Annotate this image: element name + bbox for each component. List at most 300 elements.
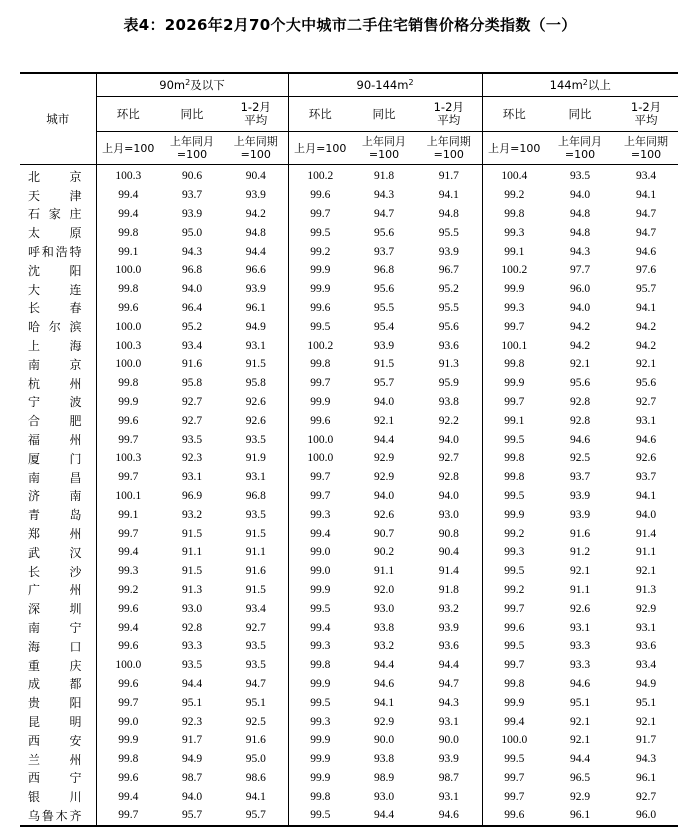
index-value: 91.6 <box>569 527 591 540</box>
index-value: 99.8 <box>482 468 546 487</box>
index-value: 100.3 <box>115 170 142 183</box>
sub-header-0-2: 1-2月 平均 <box>224 97 288 132</box>
table-row <box>20 675 678 694</box>
city-name: 南京 <box>20 355 96 374</box>
index-value: 99.8 <box>118 753 139 766</box>
index-value: 91.3 <box>181 583 203 596</box>
index-value: 99.6 <box>118 301 139 314</box>
index-value: 94.1 <box>438 189 459 202</box>
table-row <box>20 393 678 412</box>
index-value: 91.4 <box>438 565 459 578</box>
table-row <box>20 411 678 430</box>
index-value: 94.0 <box>181 283 203 296</box>
table-row <box>20 223 678 242</box>
index-value: 93.0 <box>181 602 203 615</box>
group-header-small: $90m^2$及以下 <box>96 73 288 97</box>
table-row <box>20 637 678 656</box>
base-header-2-1: 上年同月 =100 <box>546 132 614 165</box>
index-value: 98.7 <box>181 771 203 784</box>
index-value: 99.5 <box>288 693 352 712</box>
index-value: 92.9 <box>373 715 395 728</box>
city-name: 太原 <box>20 223 96 242</box>
table-row <box>20 769 678 788</box>
index-value: 99.1 <box>118 245 139 258</box>
index-value: 91.2 <box>569 546 591 559</box>
city-name: 郑州 <box>20 524 96 543</box>
index-value: 96.1 <box>635 771 657 784</box>
city-name: 呼和浩特 <box>20 242 96 261</box>
index-value: 99.4 <box>118 621 139 634</box>
index-value: 90.2 <box>373 546 395 559</box>
table-row <box>20 449 678 468</box>
index-value: 99.3 <box>118 565 139 578</box>
city-name: 乌鲁木齐 <box>20 806 96 826</box>
index-value: 94.6 <box>635 245 657 258</box>
table-row <box>20 693 678 712</box>
city-name: 长春 <box>20 299 96 318</box>
index-value: 99.7 <box>482 599 546 618</box>
index-value: 95.7 <box>373 377 395 390</box>
index-value: 99.7 <box>482 769 546 788</box>
index-value: 99.4 <box>118 189 139 202</box>
index-value: 99.9 <box>288 261 352 280</box>
index-value: 95.7 <box>160 806 224 826</box>
table-row <box>20 487 678 506</box>
index-value: 99.4 <box>118 546 139 559</box>
index-value: 92.6 <box>245 414 266 427</box>
index-value: 93.1 <box>569 621 591 634</box>
index-value: 93.5 <box>181 659 203 672</box>
index-value: 93.6 <box>438 640 459 653</box>
index-value: 99.6 <box>482 806 546 826</box>
index-value: 95.7 <box>224 806 288 826</box>
index-value: 94.0 <box>373 395 395 408</box>
index-value: 93.5 <box>181 433 203 446</box>
city-name: 南昌 <box>20 468 96 487</box>
index-value: 95.6 <box>569 377 591 390</box>
index-value: 99.7 <box>118 696 139 709</box>
index-value: 92.7 <box>181 395 203 408</box>
index-value: 92.7 <box>181 414 203 427</box>
city-name: 深圳 <box>20 599 96 618</box>
index-value: 99.8 <box>288 787 352 806</box>
table-row <box>20 599 678 618</box>
city-name: 成都 <box>20 675 96 694</box>
index-value: 99.4 <box>482 712 546 731</box>
index-value: 94.2 <box>569 320 591 333</box>
sub-header-2-1: 同比 <box>546 97 614 132</box>
index-value: 94.2 <box>569 339 591 352</box>
index-value: 92.1 <box>569 734 591 747</box>
index-value: 95.1 <box>635 696 657 709</box>
index-value: 91.1 <box>373 565 395 578</box>
table-row <box>20 524 678 543</box>
index-value: 94.8 <box>569 207 591 220</box>
table-row <box>20 787 678 806</box>
index-value: 96.4 <box>181 301 203 314</box>
city-name: 海口 <box>20 637 96 656</box>
index-value: 99.7 <box>482 317 546 336</box>
index-value: 91.1 <box>245 546 266 559</box>
index-value: 94.4 <box>569 753 591 766</box>
index-value: 99.9 <box>288 769 352 788</box>
index-value: 99.7 <box>288 205 352 224</box>
index-value: 92.7 <box>438 452 459 465</box>
index-value: 95.4 <box>373 320 395 333</box>
index-value: 97.7 <box>569 264 591 277</box>
index-value: 94.4 <box>245 245 266 258</box>
index-value: 99.3 <box>288 505 352 524</box>
index-value: 100.3 <box>115 339 142 352</box>
index-value: 93.2 <box>373 640 395 653</box>
index-value: 100.2 <box>482 261 546 280</box>
index-value: 99.9 <box>118 395 139 408</box>
index-value: 100.0 <box>115 320 142 333</box>
index-value: 92.1 <box>373 414 395 427</box>
index-value: 100.0 <box>482 731 546 750</box>
index-value: 99.5 <box>288 223 352 242</box>
table-row <box>20 261 678 280</box>
index-value: 99.4 <box>288 618 352 637</box>
sub-header-1-1: 同比 <box>352 97 416 132</box>
table-row <box>20 374 678 393</box>
index-value: 99.4 <box>288 524 352 543</box>
table-row <box>20 806 678 826</box>
city-column-header: 城市 <box>20 73 96 165</box>
sub-header-0-0: 环比 <box>96 97 160 132</box>
index-value: 93.4 <box>635 659 657 672</box>
index-value: 93.0 <box>438 508 459 521</box>
base-header-2-2: 上年同期 =100 <box>614 132 678 165</box>
index-value: 93.6 <box>438 339 459 352</box>
city-name: 南宁 <box>20 618 96 637</box>
index-value: 99.4 <box>118 207 139 220</box>
table-row <box>20 505 678 524</box>
city-name: 武汉 <box>20 543 96 562</box>
table-row <box>20 618 678 637</box>
index-value: 92.2 <box>438 414 459 427</box>
index-value: 96.9 <box>181 489 203 502</box>
index-value: 96.0 <box>614 806 678 826</box>
index-value: 96.8 <box>245 489 266 502</box>
index-value: 91.4 <box>635 527 657 540</box>
index-value: 94.4 <box>438 659 459 672</box>
index-value: 93.9 <box>181 207 203 220</box>
index-value: 93.9 <box>245 283 266 296</box>
index-value: 96.8 <box>181 264 203 277</box>
table-title: 表4：2026年2月70个大中城市二手住宅销售价格分类指数（一） <box>123 16 577 34</box>
table-row <box>20 165 678 186</box>
index-value: 94.7 <box>635 207 657 220</box>
table-row <box>20 205 678 224</box>
index-value: 92.1 <box>635 358 657 371</box>
index-value: 94.6 <box>416 806 482 826</box>
index-value: 100.3 <box>115 452 142 465</box>
index-value: 99.5 <box>288 599 352 618</box>
index-value: 93.5 <box>569 170 591 183</box>
index-value: 99.8 <box>288 656 352 675</box>
index-value: 93.2 <box>181 508 203 521</box>
index-value: 94.3 <box>635 753 657 766</box>
index-value: 100.0 <box>288 430 352 449</box>
index-value: 91.9 <box>245 452 266 465</box>
city-name: 青岛 <box>20 505 96 524</box>
index-value: 93.5 <box>245 659 266 672</box>
index-value: 94.0 <box>569 189 591 202</box>
index-value: 94.1 <box>635 189 657 202</box>
index-value: 93.9 <box>245 189 266 202</box>
index-value: 91.8 <box>373 170 395 183</box>
index-value: 90.0 <box>438 734 459 747</box>
index-value: 92.9 <box>373 452 395 465</box>
index-value: 91.1 <box>181 546 203 559</box>
table-row <box>20 712 678 731</box>
index-value: 94.7 <box>635 226 657 239</box>
index-value: 100.0 <box>288 449 352 468</box>
index-value: 99.2 <box>482 581 546 600</box>
index-value: 99.9 <box>482 693 546 712</box>
index-value: 92.6 <box>635 452 657 465</box>
index-value: 92.8 <box>438 471 459 484</box>
index-value: 99.2 <box>482 524 546 543</box>
index-value: 90.4 <box>245 170 266 183</box>
index-value: 95.9 <box>438 377 459 390</box>
index-value: 92.6 <box>373 508 395 521</box>
index-value: 95.0 <box>181 226 203 239</box>
index-value: 100.1 <box>482 336 546 355</box>
index-value: 93.3 <box>569 640 591 653</box>
base-header-0-2: 上年同期 =100 <box>224 132 288 165</box>
index-value: 99.9 <box>288 675 352 694</box>
index-value: 100.1 <box>115 489 142 502</box>
city-name: 杭州 <box>20 374 96 393</box>
index-value: 93.4 <box>181 339 203 352</box>
index-value: 94.9 <box>245 320 266 333</box>
index-value: 99.5 <box>288 806 352 826</box>
index-value: 99.7 <box>118 471 139 484</box>
index-value: 94.0 <box>373 489 395 502</box>
index-value: 94.0 <box>438 433 459 446</box>
index-value: 96.0 <box>569 283 591 296</box>
index-value: 99.7 <box>482 787 546 806</box>
index-value: 93.1 <box>181 471 203 484</box>
index-value: 96.1 <box>245 301 266 314</box>
index-value: 93.9 <box>438 753 459 766</box>
index-value: 92.9 <box>373 471 395 484</box>
table-row <box>20 430 678 449</box>
index-value: 94.9 <box>635 677 657 690</box>
index-value: 91.5 <box>245 358 266 371</box>
index-value: 93.7 <box>373 245 395 258</box>
index-value: 94.0 <box>181 790 203 803</box>
table-row <box>20 186 678 205</box>
index-value: 92.0 <box>373 583 395 596</box>
sub-header-2-0: 环比 <box>482 97 546 132</box>
index-value: 97.6 <box>635 264 657 277</box>
index-value: 95.1 <box>569 696 591 709</box>
index-value: 99.8 <box>482 205 546 224</box>
index-value: 93.8 <box>373 621 395 634</box>
index-value: 99.9 <box>288 393 352 412</box>
index-value: 99.7 <box>288 374 352 393</box>
index-value: 91.7 <box>181 734 203 747</box>
city-name: 哈尔滨 <box>20 317 96 336</box>
index-value: 93.5 <box>245 433 266 446</box>
table-row <box>20 543 678 562</box>
sub-header-1-0: 环比 <box>288 97 352 132</box>
index-value: 99.1 <box>482 411 546 430</box>
index-value: 99.2 <box>288 242 352 261</box>
index-value: 95.2 <box>438 283 459 296</box>
index-value: 99.9 <box>288 731 352 750</box>
index-value: 96.1 <box>546 806 614 826</box>
index-value: 94.3 <box>373 189 395 202</box>
city-name: 西宁 <box>20 769 96 788</box>
index-value: 99.6 <box>118 602 139 615</box>
index-value: 93.7 <box>635 471 657 484</box>
index-value: 99.3 <box>288 712 352 731</box>
city-name: 天津 <box>20 186 96 205</box>
index-value: 92.6 <box>569 602 591 615</box>
index-value: 93.4 <box>635 170 657 183</box>
index-value: 99.1 <box>482 242 546 261</box>
index-value: 94.4 <box>373 433 395 446</box>
index-value: 99.8 <box>118 377 139 390</box>
index-value: 92.1 <box>635 715 657 728</box>
index-value: 91.5 <box>245 527 266 540</box>
index-value: 99.6 <box>118 771 139 784</box>
group-header-medium: $90-144m^2$ <box>288 73 482 97</box>
base-header-1-1: 上年同月 =100 <box>352 132 416 165</box>
index-value: 99.0 <box>118 715 139 728</box>
index-value: 94.2 <box>635 339 657 352</box>
base-header-0-0: 上月=100 <box>96 132 160 165</box>
index-value: 91.6 <box>245 734 266 747</box>
index-value: 95.5 <box>438 226 459 239</box>
table-body <box>20 165 678 826</box>
index-value: 100.0 <box>115 264 142 277</box>
city-name: 银川 <box>20 787 96 806</box>
index-value: 93.5 <box>245 508 266 521</box>
index-value: 95.8 <box>181 377 203 390</box>
index-value: 99.5 <box>482 487 546 506</box>
index-value: 99.0 <box>288 543 352 562</box>
index-value: 92.1 <box>569 565 591 578</box>
index-value: 99.3 <box>482 543 546 562</box>
table-row <box>20 355 678 374</box>
index-value: 94.2 <box>245 207 266 220</box>
index-value: 95.7 <box>635 283 657 296</box>
index-value: 99.8 <box>288 355 352 374</box>
index-value: 99.9 <box>288 581 352 600</box>
index-value: 95.6 <box>373 226 395 239</box>
index-value: 92.9 <box>569 790 591 803</box>
index-value: 99.7 <box>482 656 546 675</box>
city-name: 贵阳 <box>20 693 96 712</box>
index-value: 99.8 <box>118 226 139 239</box>
index-value: 91.6 <box>245 565 266 578</box>
index-value: 94.0 <box>569 301 591 314</box>
index-value: 95.6 <box>438 320 459 333</box>
index-value: 93.6 <box>635 640 657 653</box>
index-value: 100.0 <box>115 659 142 672</box>
table-row <box>20 299 678 318</box>
table-row <box>20 317 678 336</box>
index-value: 99.6 <box>118 640 139 653</box>
sub-header-0-1: 同比 <box>160 97 224 132</box>
table-row <box>20 468 678 487</box>
city-name: 合肥 <box>20 411 96 430</box>
index-value: 98.7 <box>438 771 459 784</box>
index-value: 95.2 <box>181 320 203 333</box>
index-value: 99.8 <box>482 675 546 694</box>
index-value: 93.9 <box>438 621 459 634</box>
index-value: 94.8 <box>569 226 591 239</box>
index-value: 93.1 <box>438 715 459 728</box>
city-name: 西安 <box>20 731 96 750</box>
index-value: 94.4 <box>352 806 416 826</box>
index-value: 99.8 <box>482 355 546 374</box>
index-value: 90.8 <box>438 527 459 540</box>
index-value: 93.3 <box>181 640 203 653</box>
index-value: 99.9 <box>482 505 546 524</box>
index-value: 99.5 <box>288 317 352 336</box>
index-value: 99.5 <box>482 637 546 656</box>
index-value: 94.0 <box>438 489 459 502</box>
city-name: 济南 <box>20 487 96 506</box>
index-value: 92.9 <box>635 602 657 615</box>
index-value: 93.0 <box>373 790 395 803</box>
index-value: 99.5 <box>482 430 546 449</box>
city-name: 兰州 <box>20 750 96 769</box>
index-value: 92.1 <box>569 358 591 371</box>
index-value: 94.8 <box>438 207 459 220</box>
index-value: 91.5 <box>245 583 266 596</box>
index-value: 99.5 <box>482 750 546 769</box>
index-value: 94.3 <box>181 245 203 258</box>
index-value: 95.8 <box>245 377 266 390</box>
index-value: 93.1 <box>438 790 459 803</box>
index-value: 94.6 <box>635 433 657 446</box>
index-value: 96.6 <box>245 264 266 277</box>
city-name: 广州 <box>20 581 96 600</box>
index-value: 90.0 <box>373 734 395 747</box>
index-value: 98.9 <box>373 771 395 784</box>
base-header-1-0: 上月=100 <box>288 132 352 165</box>
index-value: 99.5 <box>482 562 546 581</box>
index-value: 99.3 <box>288 637 352 656</box>
index-value: 95.6 <box>635 377 657 390</box>
index-value: 100.4 <box>482 165 546 186</box>
index-value: 99.6 <box>288 299 352 318</box>
index-value: 91.3 <box>438 358 459 371</box>
city-name: 北京 <box>20 165 96 186</box>
index-value: 99.2 <box>118 583 139 596</box>
index-value: 99.8 <box>118 283 139 296</box>
index-value: 94.2 <box>635 320 657 333</box>
index-value: 99.7 <box>118 433 139 446</box>
index-value: 100.2 <box>288 336 352 355</box>
sub-header-1-2: 1-2月 平均 <box>416 97 482 132</box>
index-value: 90.6 <box>181 170 203 183</box>
city-name: 厦门 <box>20 449 96 468</box>
index-value: 92.7 <box>245 621 266 634</box>
city-name: 重庆 <box>20 656 96 675</box>
index-value: 99.8 <box>482 449 546 468</box>
index-value: 99.9 <box>482 280 546 299</box>
index-value: 99.6 <box>482 618 546 637</box>
index-value: 94.1 <box>635 301 657 314</box>
